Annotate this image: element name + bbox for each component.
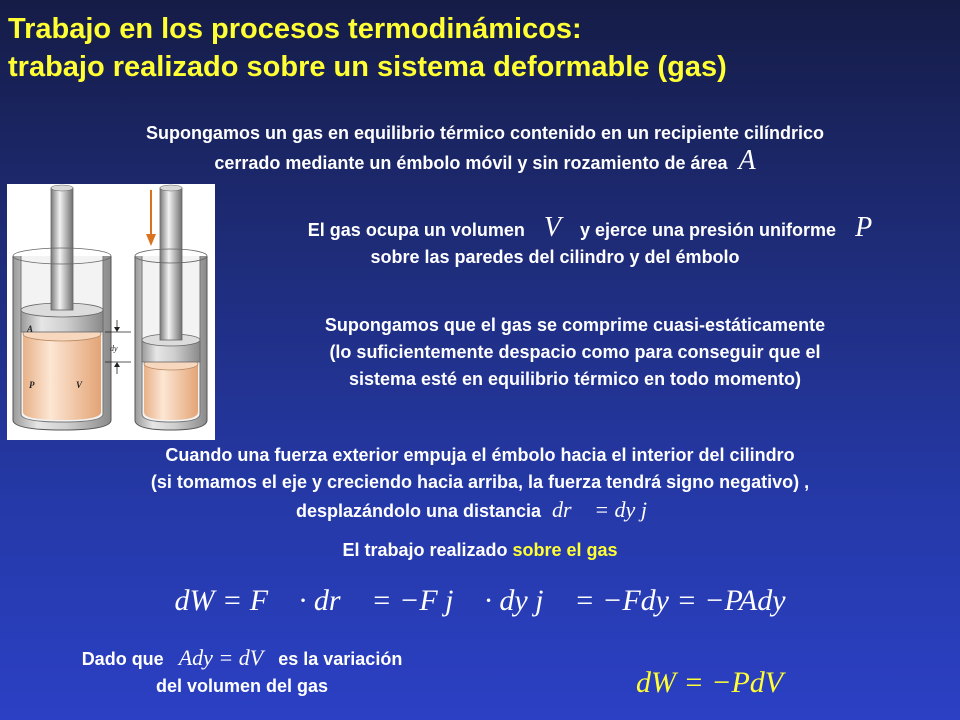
result-equation: dW = −PdV (636, 666, 784, 699)
symbol-pressure: P (855, 212, 873, 243)
force-line-2: (si tomamos el eje y creciendo hacia arriba, la fuerza tendrá signo negativo) , (150, 472, 810, 492)
displacement-equation: dr⃗ = dy j⃗ (552, 497, 665, 522)
work-label-highlight: sobre el gas (512, 540, 618, 560)
quasistatic-line-2: (lo suficientemente despacio como para conseguir que el (329, 342, 821, 362)
quasistatic-paragraph (230, 312, 920, 393)
symbol-volume: V (543, 212, 561, 243)
quasistatic-line-1: Supongamos que el gas se comprime cuasi-estáticamente (324, 315, 826, 335)
force-line-1: Cuando una fuerza exterior empuja el émbolo hacia el interior del cilindro (165, 445, 795, 465)
intro-line-1: Supongamos un gas en equilibrio térmico contenido en un recipiente cilíndrico (145, 123, 825, 143)
given-line-1: Dado que Ady = dV es la variación (81, 645, 403, 670)
right-cylinder (135, 185, 207, 430)
force-arrow (146, 190, 156, 246)
volume-paragraph (225, 214, 955, 271)
left-cylinder (13, 185, 131, 430)
piston-figure (7, 184, 215, 440)
intro-paragraph (20, 120, 950, 177)
volume-change-equation: Ady = dV (178, 645, 264, 670)
work-equation: dW = F⃗ · dr⃗ = −F j⃗ · dy j⃗ = −Fdy = −PAdy (174, 584, 786, 617)
quasistatic-line-3: sistema esté en equilibrio térmico en todo momento) (348, 369, 802, 389)
work-label: El trabajo realizado sobre el gas (342, 540, 618, 560)
figure-label-a: A (27, 324, 34, 334)
intro-line-2: cerrado mediante un émbolo móvil y sin rozamiento de área A (214, 145, 756, 176)
force-line-3: desplazándolo una distancia dr⃗ = dy j⃗ (295, 497, 665, 522)
volume-line-2: sobre las paredes del cilindro y del émbolo (370, 247, 740, 267)
given-paragraph (22, 644, 462, 700)
figure-label-v: V (76, 380, 83, 390)
title-line-1: Trabajo en los procesos termodinámicos: (8, 13, 582, 45)
piston-diagram (7, 184, 215, 440)
force-paragraph (10, 442, 950, 525)
slide-title (8, 10, 953, 86)
volume-line-1: El gas ocupa un volumen V y ejerce una presión uniforme P (307, 212, 873, 243)
given-line-2: del volumen del gas (155, 676, 329, 696)
symbol-area: A (738, 145, 756, 176)
figure-label-dy: dy (110, 344, 118, 353)
title-line-2: trabajo realizado sobre un sistema deformable (gas) (8, 51, 727, 83)
figure-label-p: P (29, 380, 35, 390)
